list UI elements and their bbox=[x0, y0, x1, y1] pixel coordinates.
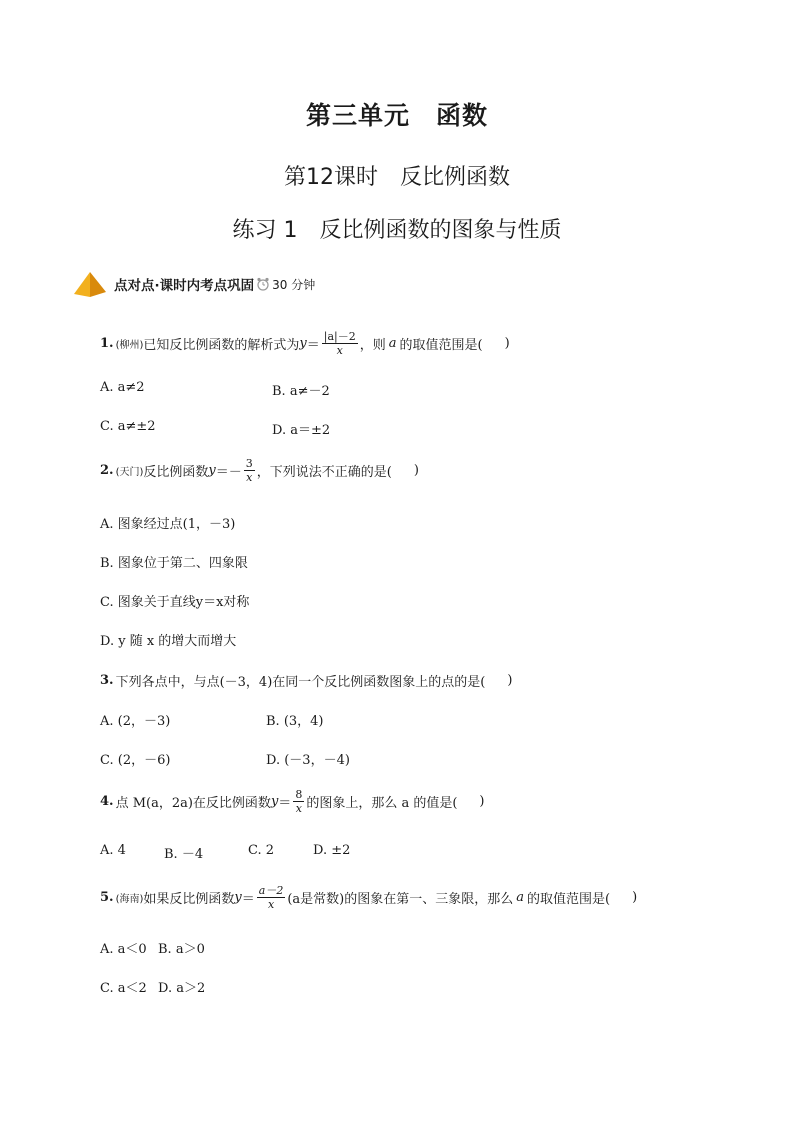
fraction-denominator: x bbox=[336, 344, 343, 357]
fraction bbox=[244, 457, 255, 484]
option-c: C. 图象关于直线y＝x对称 bbox=[100, 595, 250, 610]
question-stem: 的取值范围是( bbox=[527, 892, 611, 907]
formula-equals: ＝ bbox=[306, 338, 320, 353]
option-d: D. a＝±2 bbox=[272, 423, 331, 438]
formula-variable: y bbox=[299, 336, 307, 351]
question-number: 2. bbox=[100, 463, 114, 478]
answer-bracket: ) bbox=[413, 463, 419, 478]
formula-equals: ＝－ bbox=[215, 465, 242, 480]
question-stem: 如果反比例函数 bbox=[143, 892, 235, 907]
fraction-numerator: 8 bbox=[295, 788, 303, 801]
answer-bracket: ) bbox=[632, 890, 638, 905]
option-a: A. a≠2 bbox=[100, 380, 145, 395]
question-3 bbox=[100, 671, 512, 690]
formula-equals: ＝ bbox=[241, 892, 255, 907]
question-stem: ，则 bbox=[359, 338, 386, 353]
question-stem: 的图象上，那么 a 的值是( bbox=[306, 796, 458, 811]
answer-bracket: ) bbox=[504, 336, 510, 351]
fraction-denominator: x bbox=[267, 898, 275, 911]
option-b: B. a≠－2 bbox=[272, 384, 330, 399]
fraction bbox=[257, 884, 286, 911]
question-number: 4. bbox=[100, 794, 114, 809]
option-c: C. (2，－6) bbox=[100, 753, 171, 768]
option-c: C. 2 bbox=[248, 843, 275, 858]
formula-variable: y bbox=[208, 463, 216, 478]
answer-bracket: ) bbox=[479, 794, 485, 809]
alarm-clock-icon bbox=[256, 277, 270, 291]
option-c: C. a≠±2 bbox=[100, 419, 156, 434]
question-source: (海南) bbox=[115, 894, 144, 905]
pyramid-icon bbox=[72, 270, 108, 298]
question-source: (天门) bbox=[115, 467, 144, 478]
option-b: B. a＞0 bbox=[158, 942, 205, 957]
option-d: D. ±2 bbox=[313, 843, 351, 858]
option-d: D. (－3，－4) bbox=[266, 753, 350, 768]
question-stem: 反比例函数 bbox=[143, 465, 209, 480]
formula-variable: y bbox=[234, 890, 242, 905]
question-stem: 下列各点中，与点(－3，4)在同一个反比例函数图象上的点的是( bbox=[115, 675, 486, 690]
formula-equals: ＝ bbox=[278, 796, 292, 811]
question-stem: (a是常数)的图象在第一、三象限，那么 bbox=[287, 892, 514, 907]
practice-title: 练习 1 反比例函数的图象与性质 bbox=[232, 218, 562, 243]
fraction bbox=[322, 330, 358, 357]
option-a: A. 4 bbox=[100, 843, 126, 858]
option-a: A. (2，－3) bbox=[100, 714, 171, 729]
question-stem: 点 M(a，2a)在反比例函数 bbox=[115, 796, 271, 811]
question-source: (柳州) bbox=[115, 340, 144, 351]
unit-title: 第三单元 函数 bbox=[305, 101, 488, 130]
question-2 bbox=[100, 457, 419, 484]
option-b: B. －4 bbox=[164, 847, 204, 862]
formula-variable: y bbox=[270, 794, 279, 809]
option-c: C. a＜2 bbox=[100, 981, 147, 996]
formula-variable: a bbox=[516, 890, 525, 905]
question-5 bbox=[100, 884, 637, 911]
question-1 bbox=[100, 330, 510, 357]
question-number: 1. bbox=[100, 336, 114, 351]
section-header bbox=[72, 270, 315, 298]
option-b: B. 图象位于第二、四象限 bbox=[100, 556, 248, 571]
fraction-numerator: |a|－2 bbox=[323, 330, 356, 343]
lesson-title: 第12课时 反比例函数 bbox=[284, 165, 510, 190]
section-label: 点对点·课时内考点巩固 bbox=[114, 278, 255, 294]
question-stem: 的取值范围是( bbox=[399, 338, 483, 353]
fraction-numerator: a－2 bbox=[258, 884, 284, 897]
fraction-denominator: x bbox=[295, 802, 302, 815]
fraction bbox=[293, 788, 304, 815]
fraction-numerator: 3 bbox=[245, 457, 253, 470]
option-a: A. 图象经过点(1，－3) bbox=[100, 517, 236, 532]
option-a: A. a＜0 bbox=[100, 942, 147, 957]
question-4 bbox=[100, 788, 484, 815]
section-time: 30 分钟 bbox=[272, 277, 316, 292]
option-b: B. (3，4) bbox=[266, 714, 324, 729]
question-stem: ，下列说法不正确的是( bbox=[256, 465, 392, 480]
option-d: D. y 随 x 的增大而增大 bbox=[100, 634, 237, 649]
answer-bracket: ) bbox=[507, 673, 513, 688]
formula-variable: a bbox=[388, 336, 397, 351]
question-stem: 已知反比例函数的解析式为 bbox=[143, 338, 300, 353]
question-number: 5. bbox=[100, 890, 114, 905]
option-d: D. a＞2 bbox=[158, 981, 206, 996]
fraction-denominator: x bbox=[246, 471, 253, 484]
question-number: 3. bbox=[100, 673, 114, 688]
